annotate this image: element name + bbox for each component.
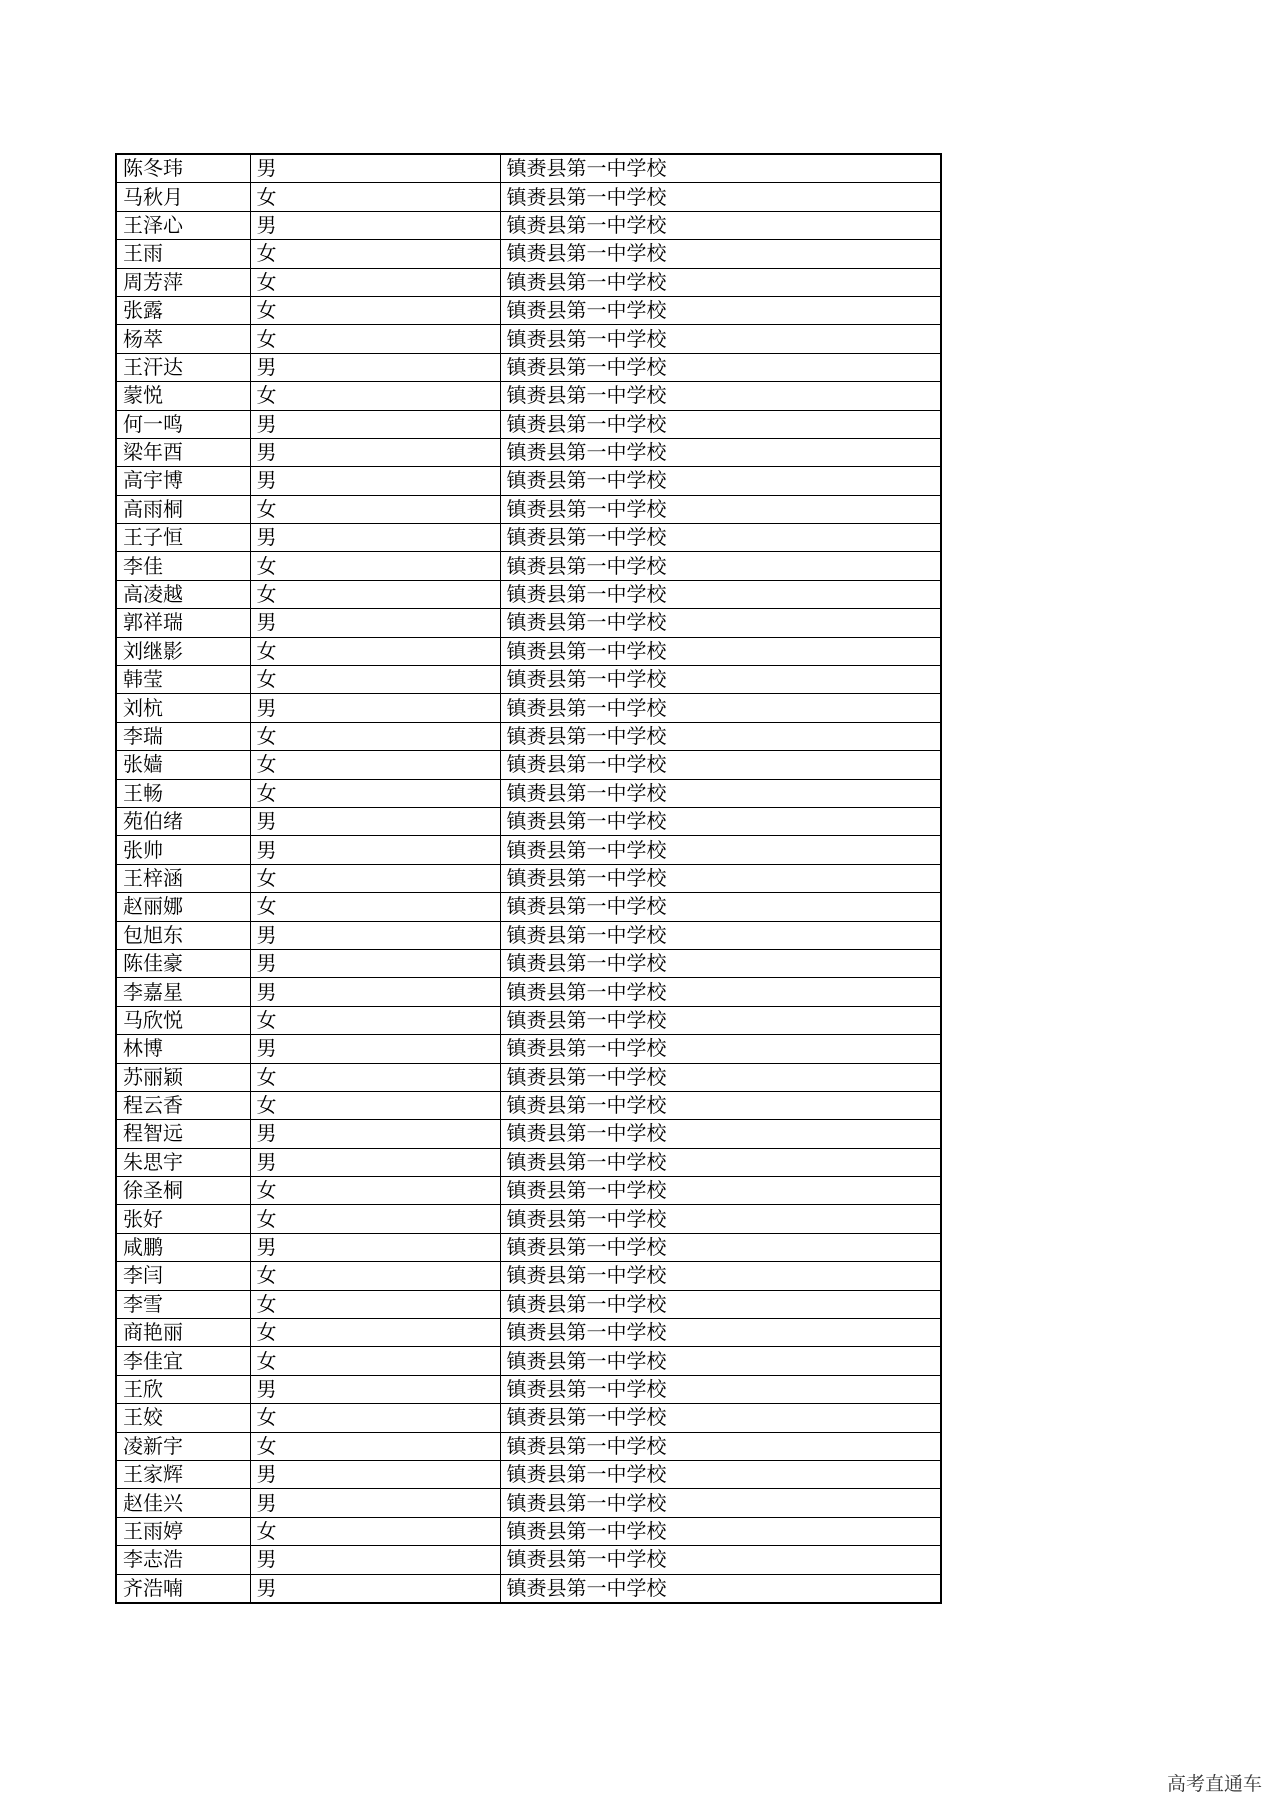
table-row xyxy=(116,1489,941,1517)
gender-cell: 女 xyxy=(250,637,500,665)
student-name-cell: 王姣 xyxy=(116,1404,250,1432)
school-cell: 镇赉县第一中学校 xyxy=(500,949,941,977)
gender-cell: 男 xyxy=(250,211,500,239)
gender-cell: 女 xyxy=(250,552,500,580)
gender-cell: 女 xyxy=(250,240,500,268)
student-name-cell: 程云香 xyxy=(116,1091,250,1119)
school-cell: 镇赉县第一中学校 xyxy=(500,353,941,381)
student-name-cell: 王汗达 xyxy=(116,353,250,381)
gender-cell: 女 xyxy=(250,382,500,410)
school-cell: 镇赉县第一中学校 xyxy=(500,1375,941,1403)
gender-cell: 女 xyxy=(250,1432,500,1460)
school-cell: 镇赉县第一中学校 xyxy=(500,183,941,211)
table-row xyxy=(116,325,941,353)
table-row xyxy=(116,495,941,523)
school-cell: 镇赉县第一中学校 xyxy=(500,1148,941,1176)
gender-cell: 男 xyxy=(250,1148,500,1176)
gender-cell: 女 xyxy=(250,864,500,892)
gender-cell: 男 xyxy=(250,978,500,1006)
gender-cell: 女 xyxy=(250,495,500,523)
student-name-cell: 陈冬玮 xyxy=(116,154,250,183)
table-row xyxy=(116,1091,941,1119)
student-name-cell: 苑伯绪 xyxy=(116,807,250,835)
table-row xyxy=(116,637,941,665)
table-row xyxy=(116,949,941,977)
table-row xyxy=(116,1120,941,1148)
student-name-cell: 杨萃 xyxy=(116,325,250,353)
table-row xyxy=(116,666,941,694)
school-cell: 镇赉县第一中学校 xyxy=(500,1035,941,1063)
gender-cell: 女 xyxy=(250,1205,500,1233)
gender-cell: 男 xyxy=(250,1120,500,1148)
gender-cell: 女 xyxy=(250,268,500,296)
student-name-cell: 李嘉星 xyxy=(116,978,250,1006)
roster-body xyxy=(116,154,941,1603)
student-name-cell: 马秋月 xyxy=(116,183,250,211)
school-cell: 镇赉县第一中学校 xyxy=(500,438,941,466)
gender-cell: 男 xyxy=(250,694,500,722)
gender-cell: 男 xyxy=(250,154,500,183)
school-cell: 镇赉县第一中学校 xyxy=(500,836,941,864)
gender-cell: 女 xyxy=(250,183,500,211)
school-cell: 镇赉县第一中学校 xyxy=(500,779,941,807)
school-cell: 镇赉县第一中学校 xyxy=(500,722,941,750)
table-row xyxy=(116,1319,941,1347)
school-cell: 镇赉县第一中学校 xyxy=(500,694,941,722)
table-row xyxy=(116,694,941,722)
gender-cell: 男 xyxy=(250,1574,500,1603)
gender-cell: 女 xyxy=(250,1006,500,1034)
student-name-cell: 蒙悦 xyxy=(116,382,250,410)
student-name-cell: 李瑞 xyxy=(116,722,250,750)
student-name-cell: 包旭东 xyxy=(116,921,250,949)
student-name-cell: 王家辉 xyxy=(116,1460,250,1488)
student-name-cell: 郭祥瑞 xyxy=(116,609,250,637)
gender-cell: 女 xyxy=(250,1290,500,1318)
gender-cell: 女 xyxy=(250,1319,500,1347)
table-row xyxy=(116,807,941,835)
table-row xyxy=(116,722,941,750)
table-row xyxy=(116,1233,941,1261)
gender-cell: 女 xyxy=(250,893,500,921)
table-row xyxy=(116,268,941,296)
student-name-cell: 苏丽颖 xyxy=(116,1063,250,1091)
school-cell: 镇赉县第一中学校 xyxy=(500,467,941,495)
table-row xyxy=(116,211,941,239)
student-name-cell: 张帅 xyxy=(116,836,250,864)
student-roster-table xyxy=(115,153,942,1604)
gender-cell: 女 xyxy=(250,580,500,608)
gender-cell: 女 xyxy=(250,1063,500,1091)
student-name-cell: 徐圣桐 xyxy=(116,1177,250,1205)
gender-cell: 女 xyxy=(250,779,500,807)
gender-cell: 男 xyxy=(250,921,500,949)
gender-cell: 女 xyxy=(250,722,500,750)
table-row xyxy=(116,1035,941,1063)
gender-cell: 男 xyxy=(250,949,500,977)
table-row xyxy=(116,1574,941,1603)
student-name-cell: 李雪 xyxy=(116,1290,250,1318)
school-cell: 镇赉县第一中学校 xyxy=(500,637,941,665)
student-name-cell: 张露 xyxy=(116,296,250,324)
student-name-cell: 咸鹏 xyxy=(116,1233,250,1261)
school-cell: 镇赉县第一中学校 xyxy=(500,1489,941,1517)
school-cell: 镇赉县第一中学校 xyxy=(500,495,941,523)
student-name-cell: 赵佳兴 xyxy=(116,1489,250,1517)
school-cell: 镇赉县第一中学校 xyxy=(500,751,941,779)
school-cell: 镇赉县第一中学校 xyxy=(500,580,941,608)
school-cell: 镇赉县第一中学校 xyxy=(500,1006,941,1034)
school-cell: 镇赉县第一中学校 xyxy=(500,1319,941,1347)
school-cell: 镇赉县第一中学校 xyxy=(500,552,941,580)
school-cell: 镇赉县第一中学校 xyxy=(500,1205,941,1233)
school-cell: 镇赉县第一中学校 xyxy=(500,1460,941,1488)
table-row xyxy=(116,552,941,580)
school-cell: 镇赉县第一中学校 xyxy=(500,893,941,921)
student-name-cell: 周芳萍 xyxy=(116,268,250,296)
student-name-cell: 高雨桐 xyxy=(116,495,250,523)
table-row xyxy=(116,467,941,495)
table-row xyxy=(116,1063,941,1091)
gender-cell: 男 xyxy=(250,1546,500,1574)
table-row xyxy=(116,1148,941,1176)
school-cell: 镇赉县第一中学校 xyxy=(500,1120,941,1148)
table-row xyxy=(116,779,941,807)
table-row xyxy=(116,1375,941,1403)
gender-cell: 男 xyxy=(250,1489,500,1517)
student-name-cell: 马欣悦 xyxy=(116,1006,250,1034)
student-name-cell: 李佳宜 xyxy=(116,1347,250,1375)
student-name-cell: 张嫱 xyxy=(116,751,250,779)
school-cell: 镇赉县第一中学校 xyxy=(500,1233,941,1261)
gender-cell: 男 xyxy=(250,524,500,552)
school-cell: 镇赉县第一中学校 xyxy=(500,1432,941,1460)
gender-cell: 男 xyxy=(250,836,500,864)
school-cell: 镇赉县第一中学校 xyxy=(500,325,941,353)
school-cell: 镇赉县第一中学校 xyxy=(500,1546,941,1574)
school-cell: 镇赉县第一中学校 xyxy=(500,978,941,1006)
gender-cell: 男 xyxy=(250,438,500,466)
student-name-cell: 高宇博 xyxy=(116,467,250,495)
student-name-cell: 王泽心 xyxy=(116,211,250,239)
school-cell: 镇赉县第一中学校 xyxy=(500,1290,941,1318)
student-name-cell: 商艳丽 xyxy=(116,1319,250,1347)
school-cell: 镇赉县第一中学校 xyxy=(500,1063,941,1091)
gender-cell: 男 xyxy=(250,807,500,835)
table-row xyxy=(116,524,941,552)
student-name-cell: 林博 xyxy=(116,1035,250,1063)
table-row xyxy=(116,893,941,921)
student-name-cell: 王畅 xyxy=(116,779,250,807)
student-name-cell: 王欣 xyxy=(116,1375,250,1403)
student-name-cell: 刘继影 xyxy=(116,637,250,665)
school-cell: 镇赉县第一中学校 xyxy=(500,666,941,694)
student-name-cell: 程智远 xyxy=(116,1120,250,1148)
gender-cell: 女 xyxy=(250,1091,500,1119)
table-row xyxy=(116,438,941,466)
school-cell: 镇赉县第一中学校 xyxy=(500,268,941,296)
student-name-cell: 齐浩喃 xyxy=(116,1574,250,1603)
gender-cell: 男 xyxy=(250,410,500,438)
gender-cell: 女 xyxy=(250,1517,500,1545)
gender-cell: 男 xyxy=(250,1375,500,1403)
school-cell: 镇赉县第一中学校 xyxy=(500,240,941,268)
table-row xyxy=(116,1347,941,1375)
school-cell: 镇赉县第一中学校 xyxy=(500,1177,941,1205)
student-name-cell: 李志浩 xyxy=(116,1546,250,1574)
student-name-cell: 王雨婷 xyxy=(116,1517,250,1545)
table-row xyxy=(116,921,941,949)
table-row xyxy=(116,864,941,892)
gender-cell: 男 xyxy=(250,467,500,495)
table-row xyxy=(116,836,941,864)
gender-cell: 男 xyxy=(250,609,500,637)
student-name-cell: 凌新宇 xyxy=(116,1432,250,1460)
school-cell: 镇赉县第一中学校 xyxy=(500,921,941,949)
table-row xyxy=(116,580,941,608)
student-name-cell: 韩莹 xyxy=(116,666,250,694)
school-cell: 镇赉县第一中学校 xyxy=(500,382,941,410)
school-cell: 镇赉县第一中学校 xyxy=(500,211,941,239)
student-name-cell: 王雨 xyxy=(116,240,250,268)
student-name-cell: 何一鸣 xyxy=(116,410,250,438)
gender-cell: 男 xyxy=(250,1035,500,1063)
gender-cell: 男 xyxy=(250,1460,500,1488)
table-row xyxy=(116,1460,941,1488)
table-row xyxy=(116,1546,941,1574)
table-row xyxy=(116,1006,941,1034)
table-row xyxy=(116,240,941,268)
gender-cell: 女 xyxy=(250,1347,500,1375)
table-row xyxy=(116,751,941,779)
watermark-text: 高考直通车 xyxy=(1166,1773,1262,1795)
table-row xyxy=(116,1177,941,1205)
gender-cell: 女 xyxy=(250,666,500,694)
school-cell: 镇赉县第一中学校 xyxy=(500,154,941,183)
student-name-cell: 王子恒 xyxy=(116,524,250,552)
student-name-cell: 赵丽娜 xyxy=(116,893,250,921)
school-cell: 镇赉县第一中学校 xyxy=(500,1347,941,1375)
student-name-cell: 刘杭 xyxy=(116,694,250,722)
table-row xyxy=(116,1290,941,1318)
student-name-cell: 张好 xyxy=(116,1205,250,1233)
gender-cell: 女 xyxy=(250,325,500,353)
table-row xyxy=(116,410,941,438)
gender-cell: 女 xyxy=(250,1177,500,1205)
table-row xyxy=(116,1262,941,1290)
table-row xyxy=(116,978,941,1006)
gender-cell: 男 xyxy=(250,353,500,381)
school-cell: 镇赉县第一中学校 xyxy=(500,410,941,438)
table-row xyxy=(116,1404,941,1432)
table-row xyxy=(116,154,941,183)
gender-cell: 男 xyxy=(250,1233,500,1261)
student-name-cell: 高凌越 xyxy=(116,580,250,608)
school-cell: 镇赉县第一中学校 xyxy=(500,1262,941,1290)
school-cell: 镇赉县第一中学校 xyxy=(500,296,941,324)
gender-cell: 女 xyxy=(250,1262,500,1290)
student-name-cell: 陈佳豪 xyxy=(116,949,250,977)
table-row xyxy=(116,609,941,637)
school-cell: 镇赉县第一中学校 xyxy=(500,1574,941,1603)
school-cell: 镇赉县第一中学校 xyxy=(500,524,941,552)
table-row xyxy=(116,183,941,211)
table-row xyxy=(116,1517,941,1545)
school-cell: 镇赉县第一中学校 xyxy=(500,609,941,637)
school-cell: 镇赉县第一中学校 xyxy=(500,807,941,835)
gender-cell: 女 xyxy=(250,751,500,779)
table-row xyxy=(116,382,941,410)
table-row xyxy=(116,296,941,324)
student-name-cell: 朱思宇 xyxy=(116,1148,250,1176)
school-cell: 镇赉县第一中学校 xyxy=(500,1517,941,1545)
student-name-cell: 李闫 xyxy=(116,1262,250,1290)
table-row xyxy=(116,1205,941,1233)
student-name-cell: 梁年酉 xyxy=(116,438,250,466)
student-name-cell: 王梓涵 xyxy=(116,864,250,892)
school-cell: 镇赉县第一中学校 xyxy=(500,1091,941,1119)
table-row xyxy=(116,353,941,381)
school-cell: 镇赉县第一中学校 xyxy=(500,864,941,892)
gender-cell: 女 xyxy=(250,296,500,324)
gender-cell: 女 xyxy=(250,1404,500,1432)
student-name-cell: 李佳 xyxy=(116,552,250,580)
table-row xyxy=(116,1432,941,1460)
school-cell: 镇赉县第一中学校 xyxy=(500,1404,941,1432)
